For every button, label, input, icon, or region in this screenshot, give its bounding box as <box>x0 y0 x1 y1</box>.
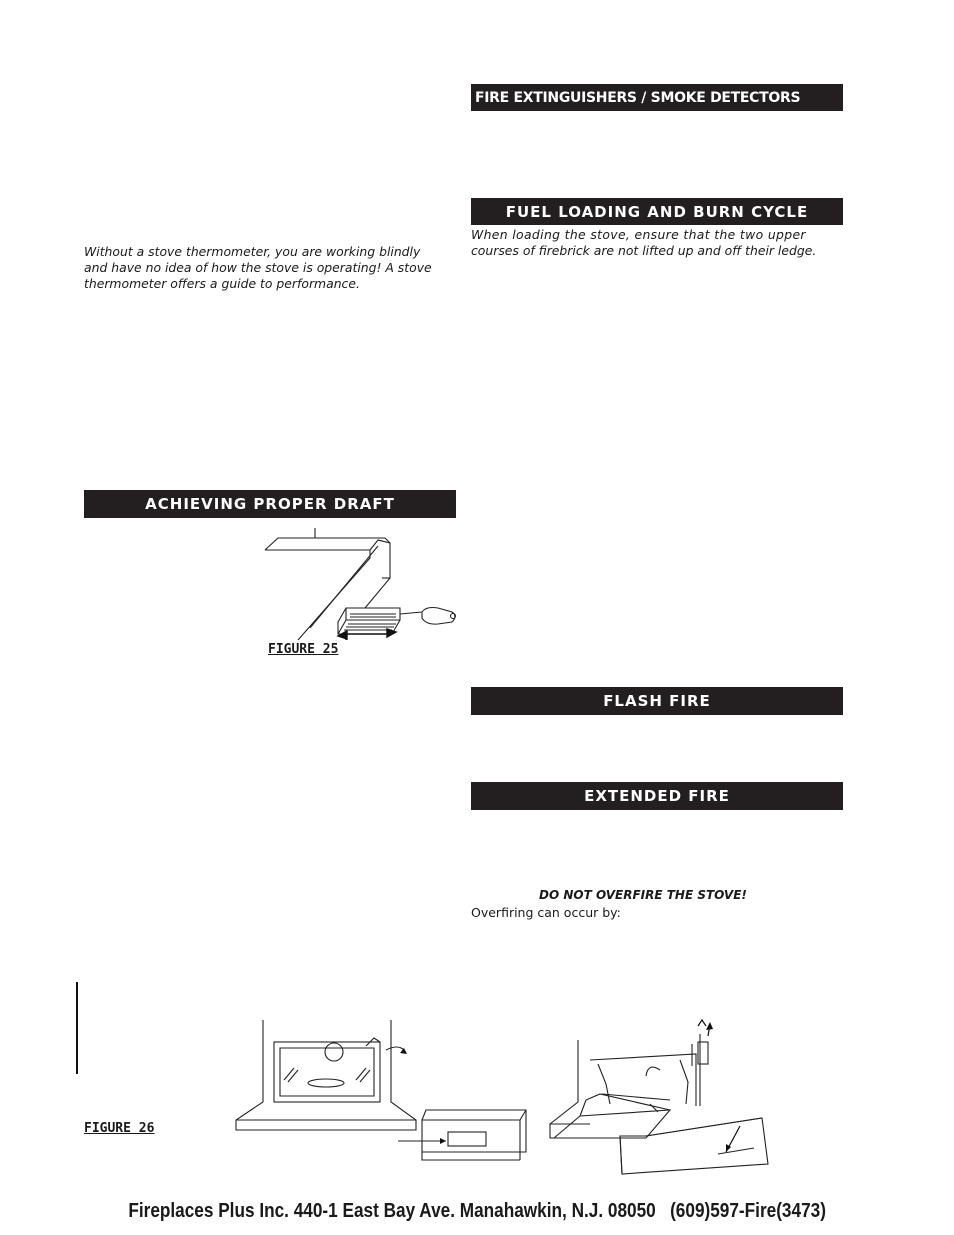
overfiring-intro: Overfiring can occur by: <box>471 905 621 920</box>
thermometer-note-line: Without a stove thermometer, you are working blindly <box>84 244 421 259</box>
loading-note-line: When loading the stove, ensure that the two upper <box>471 227 806 242</box>
loading-note-line: courses of firebrick are not lifted up and off their ledge. <box>471 243 817 258</box>
thermometer-note <box>84 244 464 292</box>
figure-26-caption: FIGURE 26 <box>84 1121 155 1136</box>
heading-flash-fire: FLASH FIRE <box>471 687 843 715</box>
loading-note <box>471 227 851 259</box>
heading-achieving-draft: ACHIEVING PROPER DRAFT <box>84 490 456 518</box>
figure-25-caption: FIGURE 25 <box>268 642 339 657</box>
overfire-warning: DO NOT OVERFIRE THE STOVE! <box>539 888 747 902</box>
heading-fuel-loading: FUEL LOADING AND BURN CYCLE <box>471 198 843 225</box>
heading-fire-extinguishers: FIRE EXTINGUISHERS / SMOKE DETECTORS <box>471 84 843 111</box>
figure-26-right-illustration <box>550 1014 772 1184</box>
margin-rule <box>76 982 78 1074</box>
figure-25-illustration <box>250 528 465 648</box>
company-footer: Fireplaces Plus Inc. 440-1 East Bay Ave. Manahawkin, N.J. 08050 (609)597-Fire(3473) <box>128 1200 826 1222</box>
figure-26-left-illustration <box>236 1020 530 1165</box>
thermometer-note-line: and have no idea of how the stove is operating! A stove <box>84 260 432 275</box>
thermometer-note-line: thermometer offers a guide to performance. <box>84 276 360 291</box>
heading-extended-fire: EXTENDED FIRE <box>471 782 843 810</box>
